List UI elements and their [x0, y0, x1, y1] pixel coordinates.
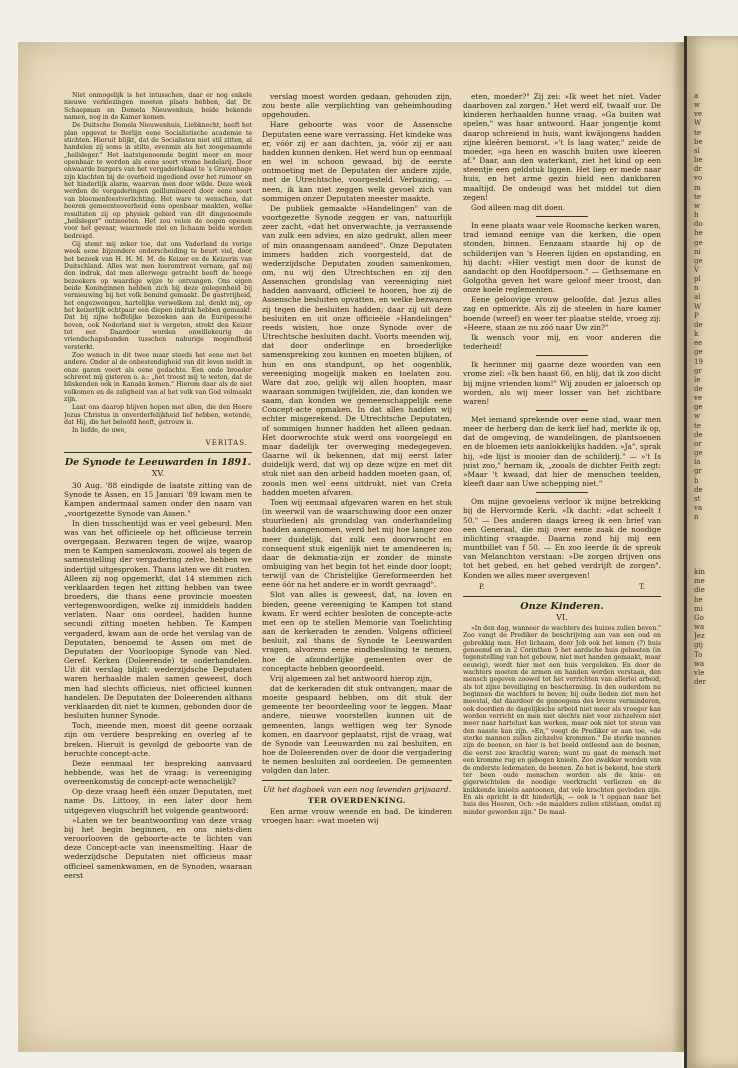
article-paragraph: »Laten we ter beantwoording van deze vraag bij het begin beginnen, en ons niets-dien veroorlooven de geboorte-acte te lichten van deze Concept-acte van ineensmelting. Haar de wederzijdsche Deputaten niet officieus maar officieel samenkwamen, en de Synoden, waaraan eerst — [64, 815, 252, 880]
edge-fragment: a — [694, 92, 699, 100]
divider — [64, 452, 252, 453]
article-paragraph: Met iemand sprekende over eene stad, waar men meer de herberg dan de kerk lief had, merkte ik op, dat de omgeving, de wandelingen, de plantsoenen en de bloemen iets aanlokkelijks hadden. »Ja", sprak hij, »de lijst is mooier dan de schilderij." — »'t Is juist zoo," hernam ik, „zooals de dichter Feith zegt: »Maar 't kwaad, dat hier de menschen teelden, kleeft daar aan Uwe schepping niet." — [463, 415, 661, 489]
edge-fragment: me — [694, 577, 705, 586]
edge-fragment: V — [694, 265, 700, 274]
edge-fragment: k — [694, 330, 699, 339]
edge-fragment: h — [694, 476, 699, 485]
signature-right: T. — [639, 582, 645, 591]
edge-fragment: de — [694, 485, 703, 494]
edge-fragment: st — [694, 494, 701, 503]
article-paragraph: Op deze vraag heeft één onzer Deputaten, met name Ds. Littooy, in een later door hem uitgegeven vlugschrift het volgende geantwoord: — [64, 787, 252, 815]
edge-fragment: te — [694, 192, 701, 201]
edge-fragment: P — [694, 311, 699, 320]
edge-fragment: gr — [694, 366, 702, 375]
edge-fragment: ge — [694, 256, 703, 265]
edge-fragment: mi — [694, 604, 703, 613]
edge-fragment: 19 — [694, 357, 703, 366]
article-paragraph: In dien tusschentijd was er veel gebeurd. Men was van het officieele op het officieuse terrein overgegaan. Bezwaren tegen de wijze, waarop men te Kampen samenkwam, zoowel als tegen de samenstelling der vergadering zelve, hebben we indertijd uitgesproken. Thans laten we dit rusten. Alleen zij nog opgemerkt, dat 14 stemmen zich verklaarden tegen het zitting hebben van twee broeders, die thans eene provincie moesten vertegenwoordigen, welke zij inmiddels hadden verlaten. Naar ons oordeel, hadden hunne secundi zitting moeten hebben. Te Kampen vergaderd, kwam aan de orde het verslag van de Deputaten, benoemd te Assen om met de Deputaten der Voorloopige Synode van Ned. Geref. Kerken (Doleerende) te onderhandelen. Uit dit verslag blijkt: wederzijdsche Deputaten waren herhaalde malen samen geweest, doch men had slechts officieus, niet officieel kunnen handelen. De Deputaten der Doleerenden althans verklaarden dit niet te kunnen, gebonden door de besluiten hunner Synode. — [64, 518, 252, 721]
edge-fragment: ni — [694, 247, 701, 256]
edge-fragment: die — [694, 586, 705, 595]
edge-fragment: de — [694, 430, 703, 439]
edge-fragment — [694, 550, 734, 559]
article-paragraph: »In den dag, wanneer de wachters des huizes zullen beven." Zoo vangt de Prediker de beschrijving aan van een oud en gebrekkig man. Het lichaam, door Job ook het lemen (?) huis genoemd en in 2 Corinthen 5 het aardsche huis geheeten (in tegenstelling van het gebouw, niet met handen gemaakt, maar eeuwig), wordt hier met een huis vergeleken. En door de wachters moeten de armen en handen worden verstaan, den mensch gegeven zoowel tot het verrichten van allerlei arbeid, als tot zijne beveiliging en bescherming. In den ouderdom nu beginnen die wachters te beven; bij oude lieden ziet men het meestal, dat daardoor de genoegens des levens verminderen, ook doordien de dagelijksche arbeid niet meer als vroeger kan worden verricht en men niet slechts niet voor zichzelven niet meer naar hartelust kan werken, maar ook niet tot steun van den naaste kan zijn. »En," voegt de Prediker er aan toe, »de sterke mannen zullen zichzelve krommen." De sterke mannen zijn de beenen, en hier is het beeld ontleend aan de beenen, die eerst zoo krachtig waren; want nu gaat de mensch met een kromme rug en gebogen knieën. Zoo zwakker worden van de onderste ledematen, de beenen. Zo het is bekend, hoe sterk ter been oude menschen worden als de knie- en gigerwichtelen de noodige veerkracht verliezen en de knikkende knieën aantoonen, dat vele krachten gevloden zijn. En als opricht is dit hinderlijk, — ook is 't opgaan naar het huis des Heeren, Och: »de maalders zullen stilstaan, omdat zij minder geworden zijn." De maal- — [463, 624, 661, 816]
edge-fragment: le — [694, 375, 701, 384]
divider — [463, 596, 661, 597]
article-paragraph: De publiek gemaakte »Handelingen" van de voortgezette Synode zeggen er van, natuurlijk zeer zacht, »dat het onverwachte, ja verrassende van zulk een advies, en alzo gedrukt, allen meer of min onaangenaam aandeed". Onze Deputaten immers hadden zich voorgesteld, dat de wederzijdsche Deputaten zouden samenkomen, om, nu wij den Utrechtschen en zij den Assenschen grondslag van vereeniging niet hadden aanvaard, officieel te hooren, hoe zij de Assensche besluiten opvatten, en welke bezwaren zij tegen die besluiten hadden; daar zij uit deze besluiten en uit onze officieële »Handelingen" reeds wisten, hoe onze Synode over de Utrechtsche besluiten dacht. Voorts meenden wij, dat door onderlinge en broederlijke samenspreking zou kunnen en moeten blijken, of hun en ons standpunt, op het oogenblik, vereeniging mogelijk maken en toelaten zou. Ware dat zoo, gelijk wij allen hoopten, maar waaraan sommigen twijfelden, zie, dan konden we saam, dan konden we gemeenschappelijk eene Concept-acte opmaken. In dat alles hadden wij echter misgerekend. De Utrechtsche Deputaten, of sommigen hunner hadden het alleen gedaan. Het doorwrochte stuk werd ons voorgelegd en maar dadelijk ter overweging medegegeven. Gaarne wil ik bekennen, dat mij eerst later duidelijk werd, dat wij op deze wijze en met dit stuk niet aan den arbeid hadden moeten gaan, of, zooals men wel eens uitdrukt, niet van Creta hadden moeten afvaren. — [262, 203, 452, 497]
article-paragraph: Een arme vrouw weende en bad. De kinderen vroegen haar: »wat moeten wij — [262, 806, 452, 825]
news-paragraph: Niet onmogelijk is het intusschen, daar er nog enkele nieuwe verkiezingen moeten plaats hebben, dat Dr. Schaepman en Domela Nieuwenhuis, beide bekende namen, nog in de Kamer komen. — [64, 92, 252, 122]
article-paragraph: Om mijne gevoelens verloor ik mijne betrekking bij de Hervormde Kerk. »Ik dacht: »dat scheelt f 50." — Des anderen daags kreeg ik een brief van een Generaal, die mij over eene zaak de noodige inlichting vraagde. Daarna zond hij mij een muntbillet van f 50. — En zoo leerde ik de spreuk van Melanchton verstaan: »De zorgen drijven ons tot het gebed, en het gebed verdrijft de zorgen". Konden we alles meer overgeven! — [463, 497, 661, 580]
edge-fragment: be — [694, 137, 703, 146]
edge-fragment: pl — [694, 275, 701, 284]
article-paragraph: Eene geloovige vrouw geloofde, dat Jezus alles zag en opmerkte. Als zij de steelen in hare kamer boende (wreef) en weer ter plaatse stelde, vroeg zij: »Heere, staan ze nu zóó naar Uw zin?" — [463, 295, 661, 332]
article-paragraph: God alleen mag dit doen. — [471, 202, 565, 212]
edge-fragment: or — [694, 439, 702, 448]
divider — [536, 355, 588, 356]
article-heading: Onze Kinderen. — [520, 600, 604, 612]
column-3 — [463, 92, 661, 992]
edge-fragment: Jez — [694, 632, 705, 641]
signature-initials — [463, 583, 661, 592]
edge-fragment: w — [694, 201, 700, 210]
section-title: TER OVERDENKING. — [307, 795, 407, 805]
edge-fragment: ve — [694, 394, 703, 403]
column-1 — [64, 92, 252, 992]
edge-fragment — [694, 541, 734, 550]
edge-fragment: gr — [694, 467, 702, 476]
edge-fragment: va — [694, 504, 703, 513]
article-paragraph: Hare geboorte was voor de Assensche Deputaten eene ware verrassing. Het kindeke was er, vóór zij er aan dachten, ja, vóór zij er aan hadden kunnen denken. Het werd hun op eenmaal en wel in schoon gewaad, bij de eerste ontmoeting met de Deputaten der andere zijde, met de Utrechtsche, voorgesteld. Verbazing, — neen, ik kan niet zeggen welk gevoel zich van sommigen onzer Deputaten meester maakte. — [262, 120, 452, 203]
next-page-text-fragments — [694, 92, 734, 687]
article-number: VI. — [556, 612, 568, 622]
divider — [536, 410, 588, 411]
edge-fragment: ge — [694, 403, 703, 412]
edge-fragment: he — [694, 229, 703, 238]
edge-fragment: h — [694, 211, 699, 220]
news-paragraph: De Duitsche Domela Nieuwenhuis, Liebknecht, heeft het plan opgevat te Berlijn eene Socialistische academie te stichten. Hieruit blijkt, dat de Socialisten niet stil zitten, al handelen zij soms in stilte, evenmin als het zoogenaamde „heilsleger." Het laatstgenoemde begint meer en meer openbaar te worden als eene soort vrome bedelarij. Door onwaarde burgers van het vergaderlokaal te 's Gravenhage zijn klachten bij de overheid ingediend over het rumoer en het hinderlijk alarm, waarvan men door wilde. Deze week werden de vergaderingen geillumineerd door eene soort van bloemenfeestverlichting. Het ware te wenschen, dat beeren gemeenteoverheid eens openbaar maakten, welke resultaten zij op physiek gebied van dit dingenoemde „heilsleger" ontmoeten. Het zou velen de oogen openen voor het gevaar, waarmede ziel en lichaam beide worden bedreigd. — [64, 122, 252, 240]
article-heading: De Synode te Leeuwarden in 1891. — [64, 456, 252, 468]
edge-fragment: ge — [694, 348, 703, 357]
edge-fragment: n — [694, 284, 699, 293]
edge-fragment: do — [694, 220, 703, 229]
edge-fragment: der — [694, 678, 706, 686]
article-paragraph: Ik wensch voor mij, en voor anderen die tederheid! — [463, 332, 661, 352]
article-paragraph: Ik herinner mij gaarne deze woorden van een vrome ziel: »Ik ben haast 66, en blij, dat ik zoo dicht bij mijne vrienden kom!" Wij zouden er jaloersch op worden, als wij meer losser van het zichtbare waren! — [463, 360, 661, 406]
news-paragraph: Laat ons daarop blijven hopen met allen, die den Heere Jezus Christus in onverderfelijkheid lief hebben, wetende, dat Hij, die het beloofd heeft, getrouw is. — [64, 404, 252, 427]
article-paragraph: dat de kerkeraden dit stuk ontvangen, maar de moeite gespaard hebben, om dit stuk der gemeente ter beoordeeling voor te leggen. Maar andere, nieuwe voorstellen kunnen uit de gemeenten, langs wettigen weg ter Synode komen, en daarvoor geplaatst, rijst de vraag, wat de Synode van Leeuwarden nu zal besluiten, en hoe de Doleerenden over de door die vergadering te nemen besluiten zal oordeelen. De gemeenten volgden dan later. — [262, 684, 452, 776]
edge-fragment: ge — [694, 238, 703, 247]
news-paragraph: Gij stemt mij zeker toe, dat ons Vaderland de vorige week eene bijzondere onderscheiding te beurt viel, door het bezoek van H. H. M. M. de Keizer en de Keizerin van Duitschland. Alles wat men hieromtrent vernam, gaf mij den indruk, dat men allerwege getracht heeft de hooge bezoekers op waardige wijze te ontvangen. Ons eigen beide Koninginnen hebben zich bij deze gelegenheid bij vernieuwing bij het volk bemind gemaakt. De gastvrijheid, het ongezwongen, hartelijke verwelkom zal, denkt mij, op het keizerlijk echtpaar een diepen indruk hebben gemaakt. Dat bij zijne hoffelijke bezoeken aan de Europeesche hoven, ook Nederland niet is vergeten, strekt den Keizer tot eer. Daardoor worden onwillekeurig de vriendschapsbanden tusschen naburige mogendheid versterkt. — [64, 240, 252, 351]
article-paragraph: Toen wij eenmaal afgevaren waren en het stuk (in weerwil van de waarschuwing door een onzer stuurlieden) als grondslag van onderhandeling hadden aangenomen, werd het mij hoe langer zoo meer duidelijk, dat zulk een doorwrocht en consequent stuk eigenlijk niet te amendeeren is; daar de dekmatia-zijn er zonder de minste ombuiging van het begin tot het einde door loopt; terwijl van de Christelijke Gereformeerden het eene óór na het andere er in wordt gevraagd". — [262, 497, 452, 590]
article-paragraph: verslag moest worden gedaan, gehouden zijn, zou beste alle verplichting van geheimhouding opgehouden. — [262, 92, 452, 120]
article-small-text — [463, 625, 661, 816]
edge-fragment: Go — [694, 613, 704, 622]
article-paragraph: Deze eenmaal ter bespreking aanvaard hebbende, was het de vraag: is vereeniging overeenkomstig de concept-acte wenschelijk? — [64, 758, 252, 787]
edge-fragment: ge — [694, 449, 703, 458]
edge-fragment: dr — [694, 165, 702, 174]
edge-fragment: te — [694, 421, 701, 430]
edge-fragment: gij — [694, 641, 703, 650]
column-2 — [262, 92, 452, 992]
edge-fragment: al — [694, 293, 701, 302]
divider — [262, 780, 452, 781]
edge-fragment — [694, 522, 734, 531]
divider — [536, 492, 588, 493]
edge-fragment: de — [694, 385, 703, 393]
news-paragraph: Zoo wensch in dit twee maar steeds het eene met het andere. Onder al de onbestendigheid van dit leven meldt in onze garen voort als eene gedachte. Een onde broeder schrevet mij gisteren o. a.: „het troost mij te weten, dat de bliskenden ook in Kanaän komen." Hierom daar als de niet volkomen en de zaligheid van al het volk van God volmaakt zijn. — [64, 352, 252, 404]
section-subheading: Uit het dagboek van een nog levenden grijsaard. — [263, 784, 451, 794]
edge-fragment: wa — [694, 659, 705, 668]
article-paragraph: In eene plaats waar vele Roomsche kerken waren, trad iemand eenige van die kerken, die open stonden, binnen. Eenzaam staarde hij op de schilderijen van 's Heeren lijden en opstanding, en hij dacht: »Hier vestigt men door de kunst de aandacht op den Hoofdpersoon." — Gethsemane en Golgotha geven het ware geloof meer troost, dan onze koele reglementen. — [463, 221, 661, 295]
edge-fragment: kin — [694, 568, 705, 577]
edge-fragment: sl — [694, 146, 700, 155]
edge-fragment: wa — [694, 623, 705, 632]
edge-fragment: te — [694, 128, 701, 137]
edge-fragment: ee — [694, 339, 703, 348]
edge-fragment: ve — [694, 110, 703, 119]
edge-fragment: la — [694, 458, 701, 467]
edge-fragment: vo — [694, 174, 703, 183]
article-paragraph: Toch, meende men, moest dit geene oorzaak zijn om verdere bespreking en overleg af te breken. Hieruit is gevolgd de geboorte van de beruchte concept-acte. — [64, 721, 252, 758]
edge-fragment: w — [694, 101, 700, 110]
edge-fragment: n — [694, 513, 699, 522]
edge-fragment — [694, 559, 734, 568]
edge-fragment: de — [694, 320, 703, 329]
news-paragraph: In liefde, de uwe, — [72, 427, 127, 435]
edge-fragment: W — [694, 302, 702, 311]
edge-fragment: vle — [694, 668, 705, 677]
news-brief — [64, 92, 252, 435]
divider — [536, 216, 588, 217]
edge-fragment — [694, 532, 734, 541]
article-paragraph: Slot van alles is geweest, dat, na loven en bieden, geene vereeniging te Kampen tot stand kwam. Er werd echter besloten de concepte-acte met een op te stellen Memorie van Toelichting aan de kerkeraden te zenden. Volgens officieel besluit, zal thans de Synode te Leeuwarden vragen, alvorens eene eindbeslissing te nemen, hoe de afzonderlijke gemeenten over de conceptacte hebben geoordeeld. — [262, 590, 452, 673]
edge-fragment: he — [694, 595, 703, 604]
article-paragraph: eten, moeder?" Zij zei: »Ik weet het niet. Vader daarboven zal zorgen." Het werd elf, twaalf uur. De kinderen herhaalden hunne vraag. »Ga buiten wat spelen," was haar antwoord. Haar jongentje komt daarop schreiend in huis, want kwâjongens hadden zijne kleêren bemorst. »'t Is laag water," zeide de moeder, »ga heen en waschh buiten uwe kleeren af." Daar, aan den waterkant, ziet het kind op een steentje een geldstuk liggen. Het liep er mede naar huis, en het arme gezin hield een dankbaren maaltijd. De ondeugd was het middel tot dien zegen! — [463, 92, 661, 202]
edge-fragment: To — [694, 650, 703, 659]
edge-fragment: m — [694, 183, 701, 192]
article-number: XV. — [151, 468, 165, 478]
article-paragraph: Vrij algemeen zal het antwoord hierop zijn, — [270, 673, 433, 683]
edge-fragment: w — [694, 412, 700, 421]
edge-fragment: W — [694, 119, 702, 128]
signature-veritas: VERITAS. — [205, 438, 248, 447]
signature-left: P. — [479, 582, 485, 591]
edge-fragment: be — [694, 156, 703, 165]
article-paragraph: 30 Aug. '88 eindigde de laatste zitting van de Synode te Assen, en 15 Januari '89 kwam men te Kampen andermaal samen onder den naam van „voortgezette Synode van Assen." — [64, 481, 252, 518]
